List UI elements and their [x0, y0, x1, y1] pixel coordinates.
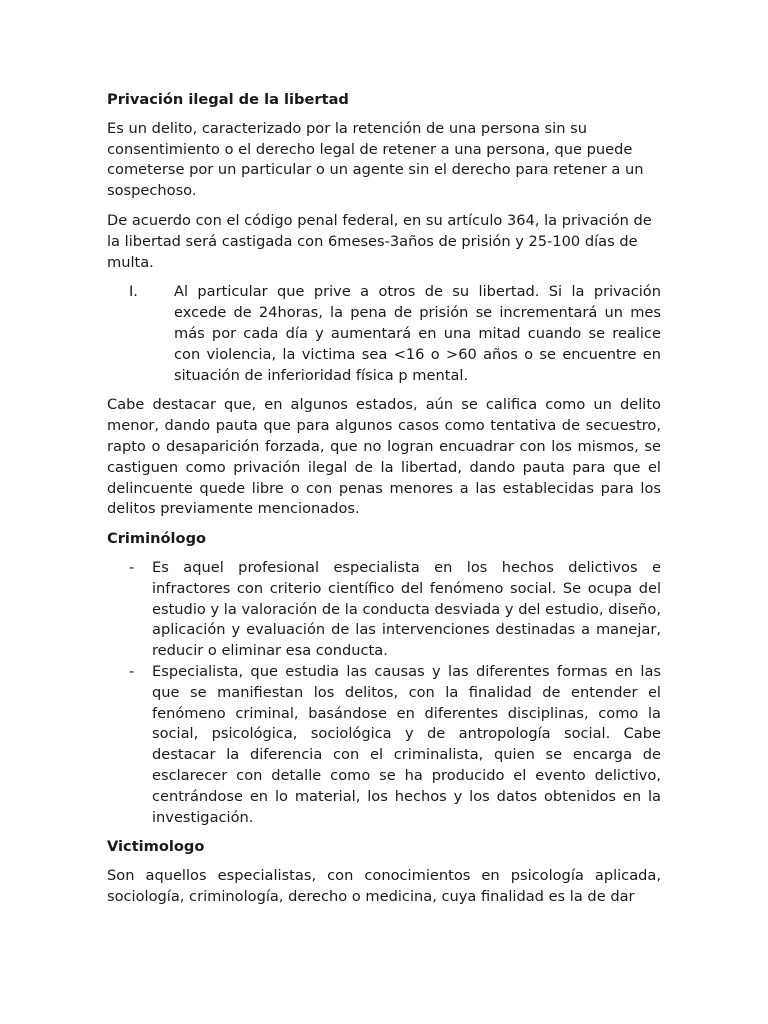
paragraph-cabe-destacar: Cabe destacar que, en algunos estados, aún se califica como un delito menor, dando pauta que para algunos casos como tentativa de secuestro, rapto o desaparición forzada, que no logran encuadrar con los mismos, se castiguen como privación ilegal de la libertad, dando pauta para que el delincuente quede libre o con penas menores a las establecidas para los delitos previamente mencionados.	[107, 396, 661, 518]
list-item	[107, 558, 661, 662]
paragraph-victimologo: Son aquellos especialistas, con conocimientos en psicología aplicada, sociología, criminología, derecho o medicina, cuya finalidad es la de dar	[107, 867, 661, 905]
section-heading-privacion: Privación ilegal de la libertad	[107, 91, 349, 108]
list-marker: -	[129, 662, 135, 680]
section-heading-victimologo: Victimologo	[107, 838, 205, 856]
paragraph-definition: Es un delito, caracterizado por la retención de una persona sin su consentimiento o el derecho legal de retener a una persona, que puede cometerse por un particular o un agente sin el derecho para retener a un sospechoso.	[107, 119, 644, 200]
list-item	[107, 662, 661, 828]
list-item-text: Es aquel profesional especialista en los hechos delictivos e infractores con criterio científico del fenómeno social. Se ocupa del estudio y la valoración de la conducta desviada y del estudio, diseño, aplicación y evaluación de las intervenciones destinadas a manejar, reducir o eliminar esa conducta.	[152, 558, 661, 660]
list-item-text: Especialista, que estudia las causas y las diferentes formas en las que se manifiestan los delitos, con la finalidad de entender el fenómeno criminal, basándose en diferentes disciplinas, como la social, psicológica, sociológica y de antropología social. Cabe destacar la diferencia con el criminalista, quien se encarga de esclarecer con detalle como se ha producido el evento delictivo, centrándose en lo material, los hechos y los datos obtenidos en la investigación.	[152, 662, 661, 826]
list-marker: -	[129, 558, 135, 576]
document-page	[107, 90, 661, 917]
criminologo-list	[107, 558, 661, 828]
section-heading-criminologo: Criminólogo	[107, 530, 207, 548]
list-marker: I.	[129, 283, 138, 301]
paragraph-codigo-penal: De acuerdo con el código penal federal, en su artículo 364, la privación de la libertad será castigada con 6meses-3años de prisión y 25-100 días de multa.	[107, 211, 652, 271]
list-item-roman	[107, 282, 661, 386]
list-item-text: Al particular que prive a otros de su libertad. Si la privación excede de 24horas, la pena de prisión se incrementará un mes más por cada día y aumentará en una mitad cuando se realice con violencia, la victima sea <16 o >60 años o se encuentre en situación de inferioridad física p mental.	[174, 283, 661, 384]
